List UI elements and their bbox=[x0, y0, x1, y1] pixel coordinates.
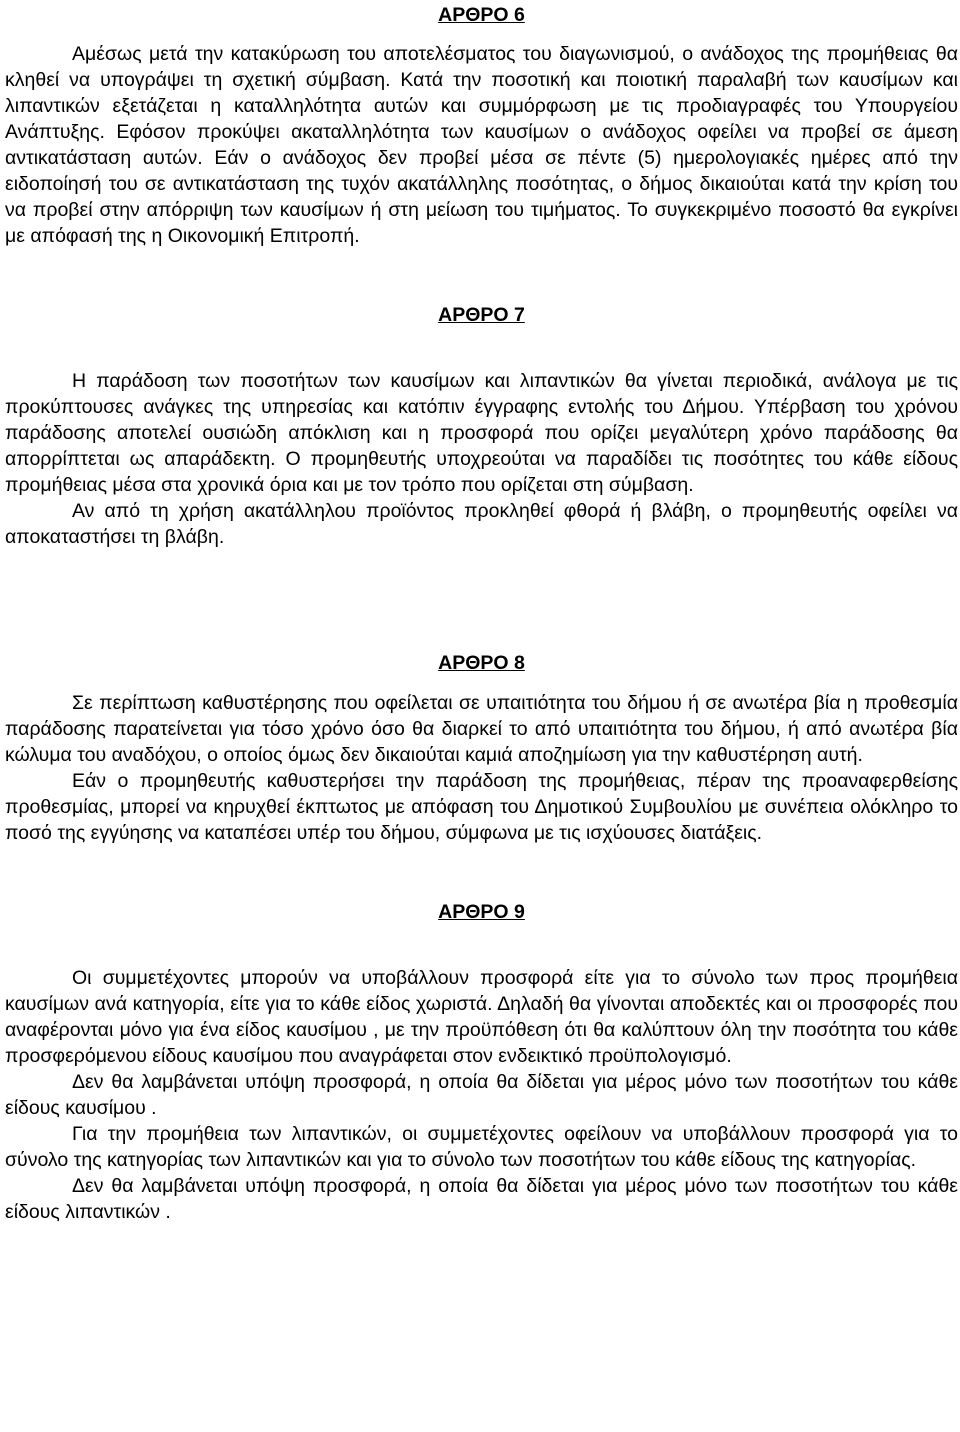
article-8-title: ΑΡΘΡΟ 8 bbox=[438, 652, 525, 674]
article-9 bbox=[5, 899, 958, 1225]
article-7-title: ΑΡΘΡΟ 7 bbox=[438, 304, 525, 326]
article-7-paragraph-1: Η παράδοση των ποσοτήτων των καυσίμων και λιπαντικών θα γίνεται περιοδικά, ανάλογα με τις προκύπτουσες ανάγκες της υπηρεσίας και κατόπιν έγγραφης εντολής του Δήμου. Υπέρβαση του χρόνου παράδοσης αποτελεί ουσιώδη απόκλιση και η προσφορά που ορίζει μεγαλύτερη χρόνο παράδοσης θα απορρίπτεται ως απαράδεκτη. Ο προμηθευτής υποχρεούται να παραδίδει τις ποσότητες του κάθε είδους προμήθειας μέσα στα χρονικά όρια και με τον τρόπο που ορίζεται στη σύμβαση. bbox=[5, 370, 958, 496]
article-7-body bbox=[5, 368, 958, 550]
article-8 bbox=[5, 650, 958, 846]
article-7-paragraph-2: Αν από τη χρήση ακατάλληλου προϊόντος προκληθεί φθορά ή βλάβη, ο προμηθευτής οφείλει να αποκαταστήσει τη βλάβη. bbox=[5, 500, 958, 548]
article-6-paragraph-1: Αμέσως μετά την κατακύρωση του αποτελέσματος του διαγωνισμού, ο ανάδοχος της προμήθειας θα κληθεί να υπογράψει τη σχετική σύμβαση. Κατά την ποσοτική και ποιοτική παραλαβή των καυσίμων και λιπαντικών εξετάζεται η καταλληλότητα αυτών και συμμόρφωση με τις προδιαγραφές του Υπουργείου Ανάπτυξης. Εφόσον προκύψει ακαταλληλότητα των καυσίμων ο ανάδοχος οφείλει να προβεί σε άμεση αντικατάσταση αυτών. Εάν ο ανάδοχος δεν προβεί μέσα σε πέντε (5) ημερολογιακές ημέρες από την ειδοποίησή του σε αντικατάσταση της τυχόν ακατάλληλης ποσότητας, ο δήμος δικαιούται κατά την κρίση του να προβεί στην απόρριψη των καυσίμων ή στη μείωση του τιμήματος. Το συγκεκριμένο ποσοστό θα εγκρίνει με απόφασή της η Οικονομική Επιτροπή. bbox=[5, 43, 958, 247]
article-8-paragraph-1: Σε περίπτωση καθυστέρησης που οφείλεται σε υπαιτιότητα του δήμου ή σε ανωτέρα βία η προθεσμία παράδοσης παρατείνεται για τόσο χρόνο όσο θα διαρκεί το από υπαιτιότητα του δήμου, ή από ανωτέρα βία κώλυμα του αναδόχου, ο οποίος όμως δεν δικαιούται καμιά αποζημίωση για την καθυστέρηση αυτή. bbox=[5, 692, 958, 766]
article-9-paragraph-1: Οι συμμετέχοντες μπορούν να υποβάλλουν προσφορά είτε για το σύνολο των προς προμήθεια καυσίμων ανά κατηγορία, είτε για το κάθε είδος χωριστά. Δηλαδή θα γίνονται αποδεκτές και οι προσφορές που αναφέρονται μόνο για ένα είδος καυσίμου , με την προϋπόθεση ότι θα καλύπτουν όλη την ποσότητα του κάθε προσφερόμενου είδους καυσίμου που αναγράφεται στον ενδεικτικό προϋπολογισμό. bbox=[5, 967, 958, 1067]
article-9-paragraph-3: Για την προμήθεια των λιπαντικών, οι συμμετέχοντες οφείλουν να υποβάλλουν προσφορά για το σύνολο της κατηγορίας των λιπαντικών και για το σύνολο των ποσοτήτων του κάθε είδους της κατηγορίας. bbox=[5, 1123, 958, 1171]
article-6-title: ΑΡΘΡΟ 6 bbox=[438, 4, 525, 26]
article-9-paragraph-2: Δεν θα λαμβάνεται υπόψη προσφορά, η οποία θα δίδεται για μέρος μόνο των ποσοτήτων του κάθε είδους καυσίμου . bbox=[5, 1071, 958, 1119]
article-7 bbox=[5, 302, 958, 550]
article-9-paragraph-4: Δεν θα λαμβάνεται υπόψη προσφορά, η οποία θα δίδεται για μέρος μόνο των ποσοτήτων του κάθε είδους λιπαντικών . bbox=[5, 1175, 958, 1223]
article-9-body bbox=[5, 965, 958, 1225]
article-9-title: ΑΡΘΡΟ 9 bbox=[438, 901, 525, 923]
article-6 bbox=[5, 0, 958, 249]
article-6-body bbox=[5, 41, 958, 249]
article-8-paragraph-2: Εάν ο προμηθευτής καθυστερήσει την παράδοση της προμήθειας, πέραν της προαναφερθείσης προθεσμίας, μπορεί να κηρυχθεί έκπτωτος με απόφαση του Δημοτικού Συμβουλίου με συνέπεια ολόκληρο το ποσό της εγγύησης να καταπέσει υπέρ του δήμου, σύμφωνα με τις ισχύουσες διατάξεις. bbox=[5, 770, 958, 844]
article-8-body bbox=[5, 690, 958, 846]
